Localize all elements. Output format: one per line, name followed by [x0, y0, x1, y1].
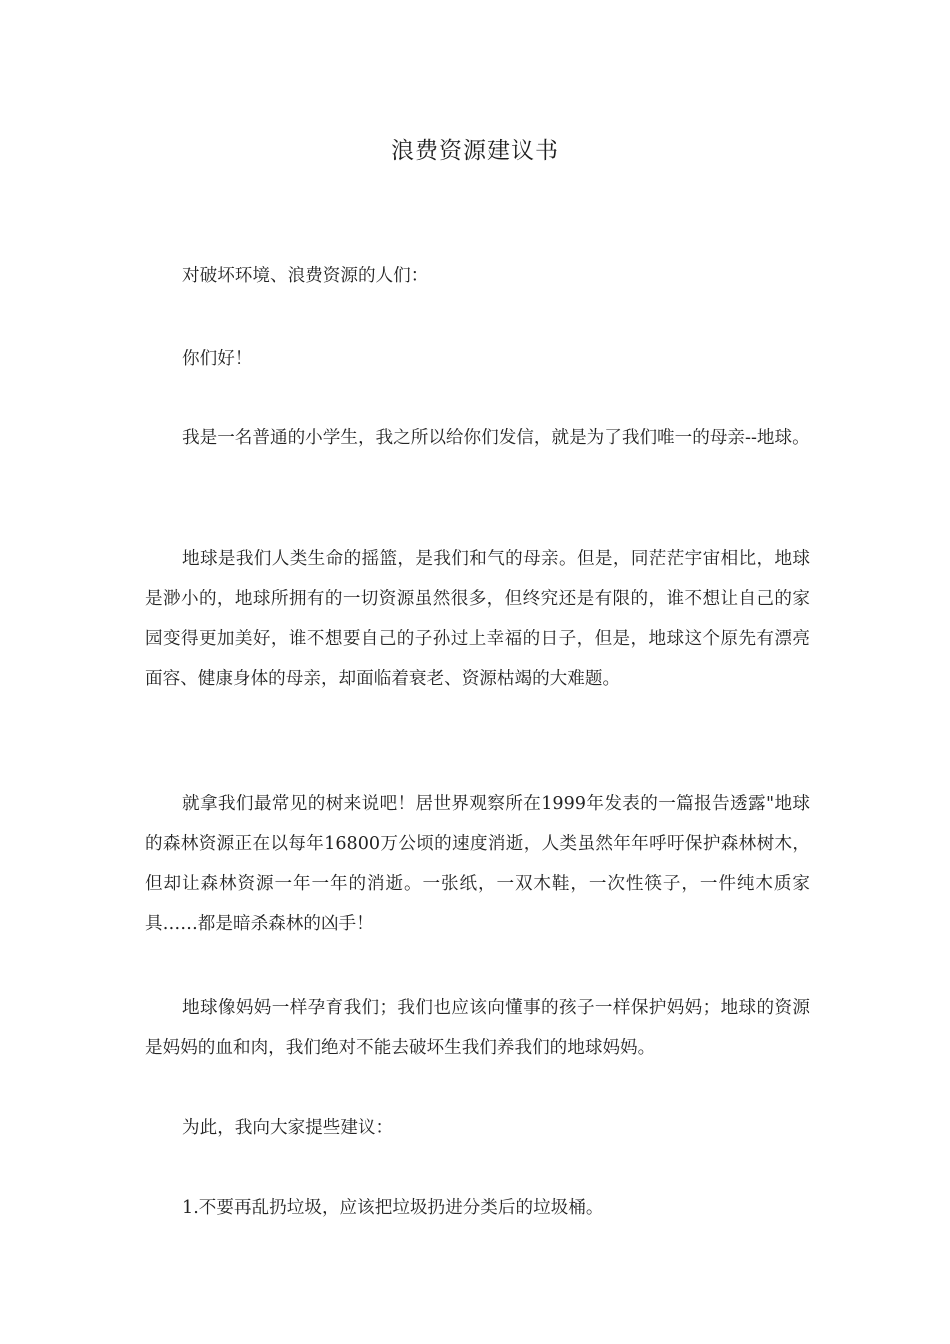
earth-paragraph: 地球是我们人类生命的摇篮，是我们和气的母亲。但是，同茫茫宇宙相比，地球是渺小的，地球所拥有的一切资源虽然很多，但终究还是有限的，谁不想让自己的家园变得更加美好，谁不想要自己的子孙过上幸福的日子，但是，地球这个原先有漂亮面容、健康身体的母亲，却面临着衰老、资源枯竭的大难题。: [145, 549, 810, 689]
document-title: 浪费资源建议书: [391, 138, 559, 164]
suggestion-item-1: 1.不要再乱扔垃圾，应该把垃圾扔进分类后的垃圾桶。: [182, 1198, 604, 1218]
greeting-paragraph: 你们好！: [182, 349, 253, 369]
mother-earth-paragraph: 地球像妈妈一样孕育我们；我们也应该向懂事的孩子一样保护妈妈；地球的资源是妈妈的血和肉，我们绝对不能去破坏生我们养我们的地球妈妈。: [145, 998, 810, 1058]
forest-paragraph: 就拿我们最常见的树来说吧！居世界观察所在1999年发表的一篇报告透露"地球的森林资源正在以每年16800万公顷的速度消逝，人类虽然年年呼吁保护森林树木，但却让森林资源一年一年的消逝。一张纸，一双木鞋，一次性筷子，一件纯木质家具……都是暗杀森林的凶手！: [145, 794, 810, 934]
suggestion-intro-paragraph: 为此，我向大家提些建议：: [182, 1118, 394, 1138]
salutation-paragraph: 对破坏环境、浪费资源的人们：: [182, 266, 429, 286]
intro-paragraph: 我是一名普通的小学生，我之所以给你们发信，就是为了我们唯一的母亲--地球。: [182, 428, 810, 448]
